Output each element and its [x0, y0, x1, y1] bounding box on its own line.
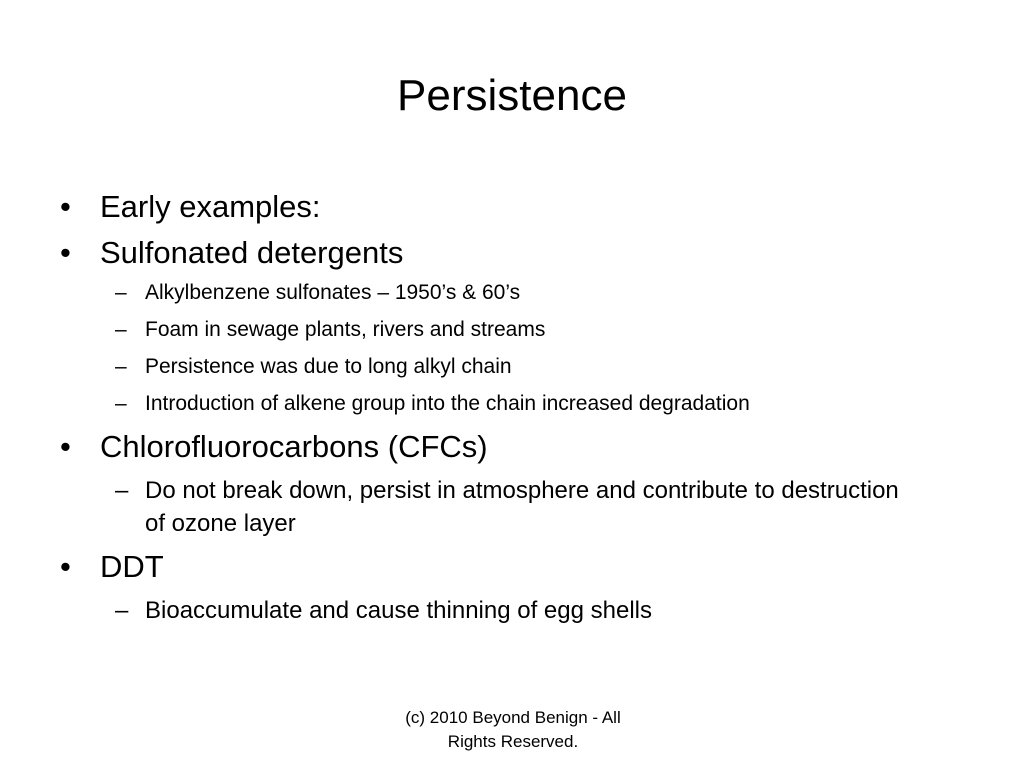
sub-bullet-marker: –	[115, 597, 129, 624]
sub-bullet-marker: –	[115, 281, 127, 304]
sub-bullet-list	[115, 280, 960, 417]
bullet-text: Sulfonated detergents	[100, 235, 404, 270]
bullet-text: Early examples:	[100, 189, 321, 224]
bullet-marker: •	[60, 189, 71, 224]
bullet-marker: •	[60, 235, 71, 270]
sub-bullet-marker: –	[115, 318, 127, 341]
sub-bullet-item	[115, 317, 960, 343]
sub-bullet-text: Foam in sewage plants, rivers and streams	[145, 318, 546, 341]
footer-line: Rights Reserved.	[447, 732, 579, 751]
bullet-list	[60, 188, 960, 635]
sub-bullet-item	[115, 280, 960, 306]
bullet-text: DDT	[100, 549, 164, 584]
sub-bullet-list	[115, 474, 960, 540]
sub-bullet-item	[115, 474, 960, 540]
sub-bullet-item	[115, 391, 960, 417]
bullet-item	[60, 234, 960, 272]
slide-title: Persistence	[397, 71, 627, 120]
copyright-footer	[363, 706, 663, 754]
bullet-marker: •	[60, 429, 71, 464]
bullet-item	[60, 548, 960, 586]
sub-bullet-marker: –	[115, 355, 127, 378]
sub-bullet-item	[115, 354, 960, 380]
footer-line: (c) 2010 Beyond Benign - All	[405, 708, 621, 727]
bullet-text: Chlorofluorocarbons (CFCs)	[100, 429, 488, 464]
bullet-item	[60, 428, 960, 466]
sub-bullet-list	[115, 594, 960, 627]
sub-bullet-marker: –	[115, 392, 127, 415]
sub-bullet-text: Do not break down, persist in atmosphere and contribute to destruction of ozone layer	[145, 477, 899, 537]
sub-bullet-marker: –	[115, 477, 129, 504]
sub-bullet-text: Bioaccumulate and cause thinning of egg shells	[145, 597, 652, 624]
bullet-item	[60, 188, 960, 226]
sub-bullet-item	[115, 594, 960, 627]
bullet-marker: •	[60, 549, 71, 584]
sub-bullet-text: Persistence was due to long alkyl chain	[145, 355, 512, 378]
sub-bullet-text: Introduction of alkene group into the chain increased degradation	[145, 392, 750, 415]
sub-bullet-text: Alkylbenzene sulfonates – 1950’s & 60’s	[145, 281, 521, 304]
